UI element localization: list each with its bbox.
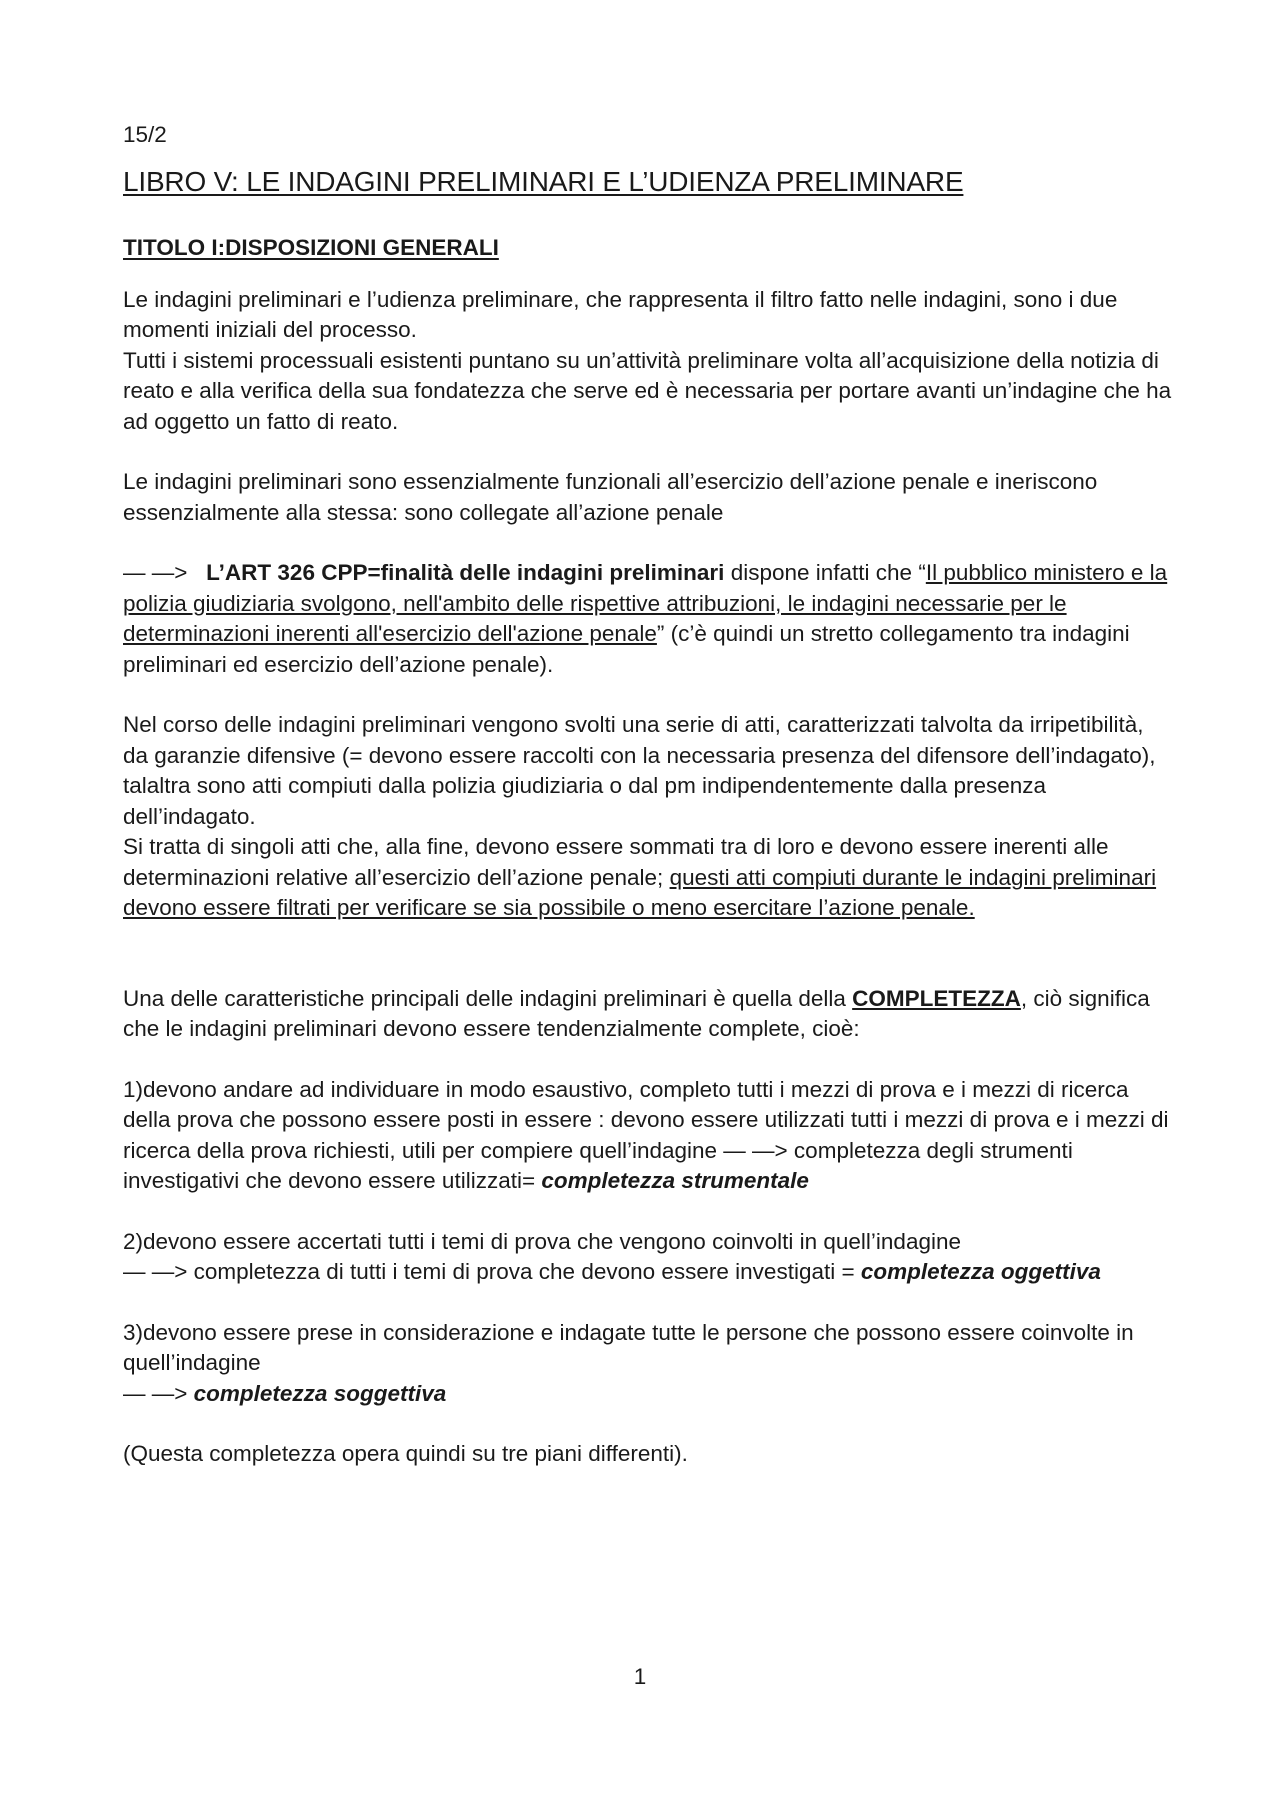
paragraph-systems: Tutti i sistemi processuali esistenti puntano su un’attività preliminare volta all’acquisizione della notizia di reato e alla verifica della sua fondatezza che serve ed è necessaria per portare avanti un’indagine che ha ad oggetto un fatto di reato. xyxy=(123,347,1172,434)
paragraph-single-acts: Si tratta di singoli atti che, alla fine, devono essere sommati tra di loro e devono essere inerenti alle determinazioni relative all’esercizio dell’azione penale; questi atti compiuti durante le indagini preliminari devono essere filtrati per verificare se sia possibile o meno esercitare l’azione penale. xyxy=(123,834,1157,920)
paragraph-acts: Nel corso delle indagini preliminari vengono svolti una serie di atti, caratterizzati talvolta da irripetibilità, da garanzie difensive (= devono essere raccolti con la necessaria presenza del difensore dell’indagato), talaltra sono atti compiuti dalla polizia giudiziaria o dal pm indipendentemente dalla presenza dell’indagato. xyxy=(123,712,1156,829)
date-label: 15/2 xyxy=(123,122,167,147)
term-soggettiva: completezza soggettiva xyxy=(193,1380,447,1406)
paragraph-completeness: Una delle caratteristiche principali delle indagini preliminari è quella della COMPLETEZZA, ciò significa che le indagini preliminari devono essere tendenzialmente complete, cioè: xyxy=(123,985,1150,1041)
section-title: TITOLO I:DISPOSIZIONI GENERALI xyxy=(123,234,499,260)
term-strumentale: completezza strumentale xyxy=(541,1168,809,1193)
paragraph-functional: Le indagini preliminari sono essenzialmente funzionali all’esercizio dell’azione penale e ineriscono essenzialmente alla stessa: sono collegate all’azione penale xyxy=(123,469,1098,525)
list-item-soggettiva: 3)devono essere prese in considerazione e indagate tutte le persone che possono essere coinvolte in quell’indagine — —> completezza soggettiva xyxy=(123,1319,1134,1406)
paragraph-art-326: — —> L’ART 326 CPP=finalità delle indagini preliminari dispone infatti che “Il pubblico ministero e la polizia giudiziaria svolgono, nell'ambito delle rispettive attribuzioni, le indagini necessarie per le determinazioni inerenti all'esercizio dell'azione penale” (c’è quindi un stretto collegamento tra indagini preliminari ed esercizio dell’azione penale). xyxy=(123,560,1168,677)
document-page xyxy=(123,120,1173,1470)
term-oggettiva: completezza oggettiva xyxy=(860,1259,1101,1284)
page-title: LIBRO V: LE INDAGINI PRELIMINARI E L’UDIENZA PRELIMINARE xyxy=(123,165,964,197)
list-item-oggettiva: 2)devono essere accertati tutti i temi di prova che vengono coinvolti in quell’indagine — —> completezza di tutti i temi di prova che devono essere investigati = completezza oggettiva xyxy=(123,1228,1101,1284)
page-number: 1 xyxy=(633,1664,647,1689)
article-quote: Il pubblico ministero e la polizia giudiziaria svolgono, nell'ambito delle rispettive attribuzioni, le indagini necessarie per le determinazioni inerenti all'esercizio dell'azione penale xyxy=(123,560,1168,646)
arrow-text: — —> xyxy=(123,560,188,585)
article-reference: L’ART 326 CPP=finalità delle indagini preliminari xyxy=(206,560,725,585)
paragraph-intro: Le indagini preliminari e l’udienza preliminare, che rappresenta il filtro fatto nelle indagini, sono i due momenti iniziali del processo. xyxy=(123,286,1118,342)
closing-note: (Questa completezza opera quindi su tre piani differenti). xyxy=(123,1441,688,1466)
completeness-keyword: COMPLETEZZA xyxy=(852,985,1021,1011)
list-item-strumentale: 1)devono andare ad individuare in modo esaustivo, completo tutti i mezzi di prova e i mezzi di ricerca della prova che possono essere posti in essere : devono essere utilizzati tutti i mezzi di prova e i mezzi di ricerca della prova richiesti, utili per compiere quell’indagine — —> completezza degli strumenti investigativi che devono essere utilizzati= completezza strumentale xyxy=(123,1076,1169,1193)
underlined-statement: questi atti compiuti durante le indagini preliminari devono essere filtrati per verificare se sia possibile o meno esercitare l’azione penale. xyxy=(123,864,1157,920)
